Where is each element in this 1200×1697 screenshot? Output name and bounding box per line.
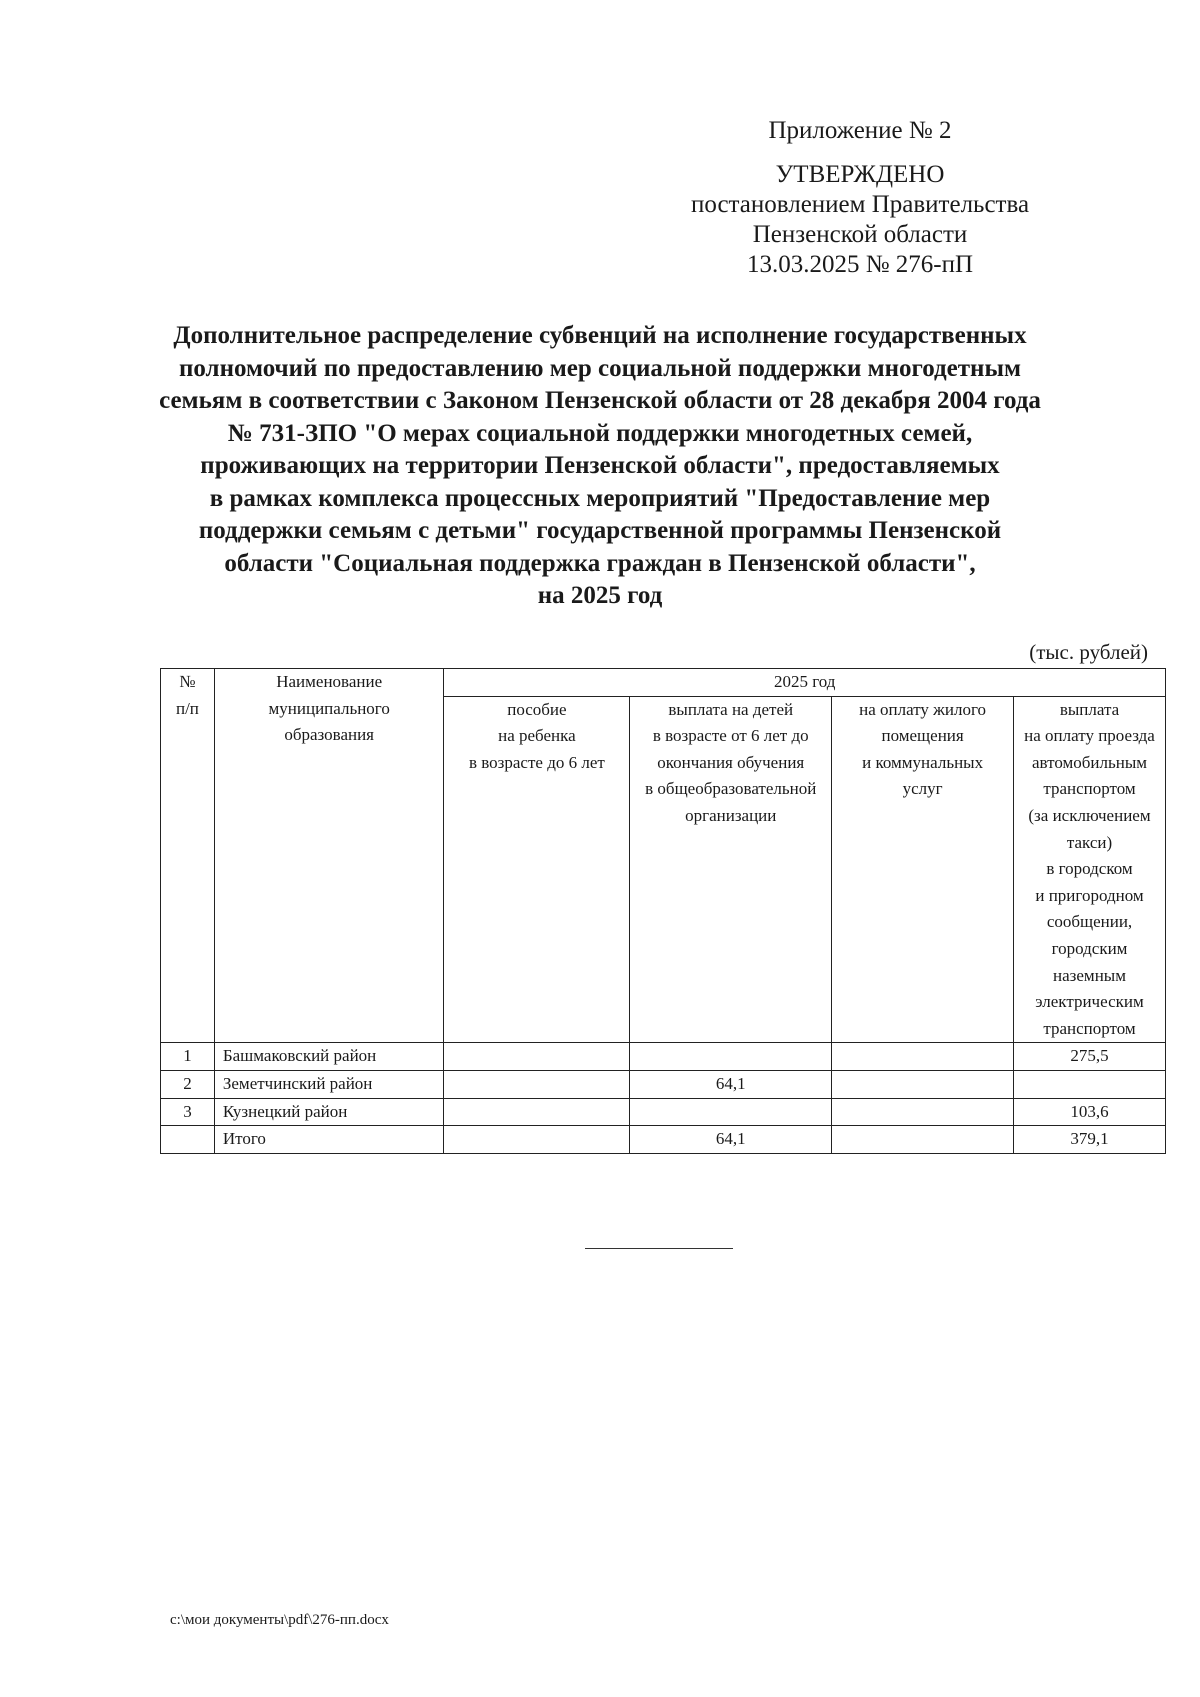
row-child-allowance xyxy=(444,1126,630,1154)
header-school-payment: выплата на детей в возрасте от 6 лет до окончания обучения в общеобразовательной организации xyxy=(630,696,832,1043)
row-municipality: Итого xyxy=(214,1126,444,1154)
end-separator xyxy=(585,1248,733,1249)
approval-line: 13.03.2025 № 276-пП xyxy=(746,251,974,278)
file-path-footer: c:\мои документы\pdf\276-пп.docx xyxy=(170,1612,389,1628)
approval-block xyxy=(640,160,1080,280)
title-line: полномочий по предоставлению мер социальной поддержки многодетным xyxy=(178,354,1022,382)
row-housing-payment xyxy=(832,1126,1014,1154)
table-row xyxy=(161,1043,1166,1071)
header-num: № п/п xyxy=(161,669,215,1043)
title-line: Дополнительное распределение субвенций на исполнение государственных xyxy=(173,322,1027,349)
title-line: поддержки семьям с детьми" государственной программы Пензенской xyxy=(198,517,1002,544)
subvention-table xyxy=(160,668,1166,1154)
header-transport-payment: выплата на оплату проезда автомобильным транспортом (за исключением такси) в городском и пригородном сообщении, городским наземным электрическим транспортом xyxy=(1014,696,1166,1043)
header-municipality: Наименование муниципального образования xyxy=(214,669,444,1043)
row-transport-payment: 275,5 xyxy=(1014,1043,1166,1071)
approval-line: Пензенской области xyxy=(752,221,968,248)
row-num: 1 xyxy=(161,1043,215,1071)
unit-label: (тыс. рублей) xyxy=(1029,640,1148,664)
row-child-allowance xyxy=(444,1070,630,1098)
approval-line: УТВЕРЖДЕНО xyxy=(775,161,945,188)
title-line: семьям в соответствии с Законом Пензенской области от 28 декабря 2004 года xyxy=(159,387,1041,414)
row-school-payment: 64,1 xyxy=(630,1126,832,1154)
row-housing-payment xyxy=(832,1070,1014,1098)
row-school-payment xyxy=(630,1043,832,1071)
row-school-payment xyxy=(630,1098,832,1126)
table-total-row xyxy=(161,1126,1166,1154)
row-child-allowance xyxy=(444,1043,630,1071)
row-transport-payment xyxy=(1014,1070,1166,1098)
row-municipality: Башмаковский район xyxy=(214,1043,444,1071)
table-row xyxy=(161,1098,1166,1126)
row-num: 3 xyxy=(161,1098,215,1126)
title-line: области "Социальная поддержка граждан в Пензенской области", xyxy=(224,549,976,577)
row-municipality: Кузнецкий район xyxy=(214,1098,444,1126)
row-housing-payment xyxy=(832,1043,1014,1071)
row-num: 2 xyxy=(161,1070,215,1098)
appendix-number: Приложение № 2 xyxy=(768,117,952,144)
document-title xyxy=(140,320,1060,613)
row-school-payment: 64,1 xyxy=(630,1070,832,1098)
header-housing-payment: на оплату жилого помещения и коммунальных услуг xyxy=(832,696,1014,1043)
row-num xyxy=(161,1126,215,1154)
approval-line: постановлением Правительства xyxy=(690,191,1030,218)
header-child-allowance: пособие на ребенка в возрасте до 6 лет xyxy=(444,696,630,1043)
title-line: проживающих на территории Пензенской области", предоставляемых xyxy=(200,452,1000,479)
title-line: № 731-ЗПО "О мерах социальной поддержки многодетных семей, xyxy=(227,419,973,447)
title-line: на 2025 год xyxy=(537,582,663,609)
table-row xyxy=(161,1070,1166,1098)
row-housing-payment xyxy=(832,1098,1014,1126)
row-municipality: Земетчинский район xyxy=(214,1070,444,1098)
title-line: в рамках комплекса процессных мероприятий "Предоставление мер xyxy=(209,484,991,512)
header-year: 2025 год xyxy=(444,669,1166,697)
row-child-allowance xyxy=(444,1098,630,1126)
table-header-row xyxy=(161,669,1166,697)
row-transport-payment: 379,1 xyxy=(1014,1126,1166,1154)
row-transport-payment: 103,6 xyxy=(1014,1098,1166,1126)
